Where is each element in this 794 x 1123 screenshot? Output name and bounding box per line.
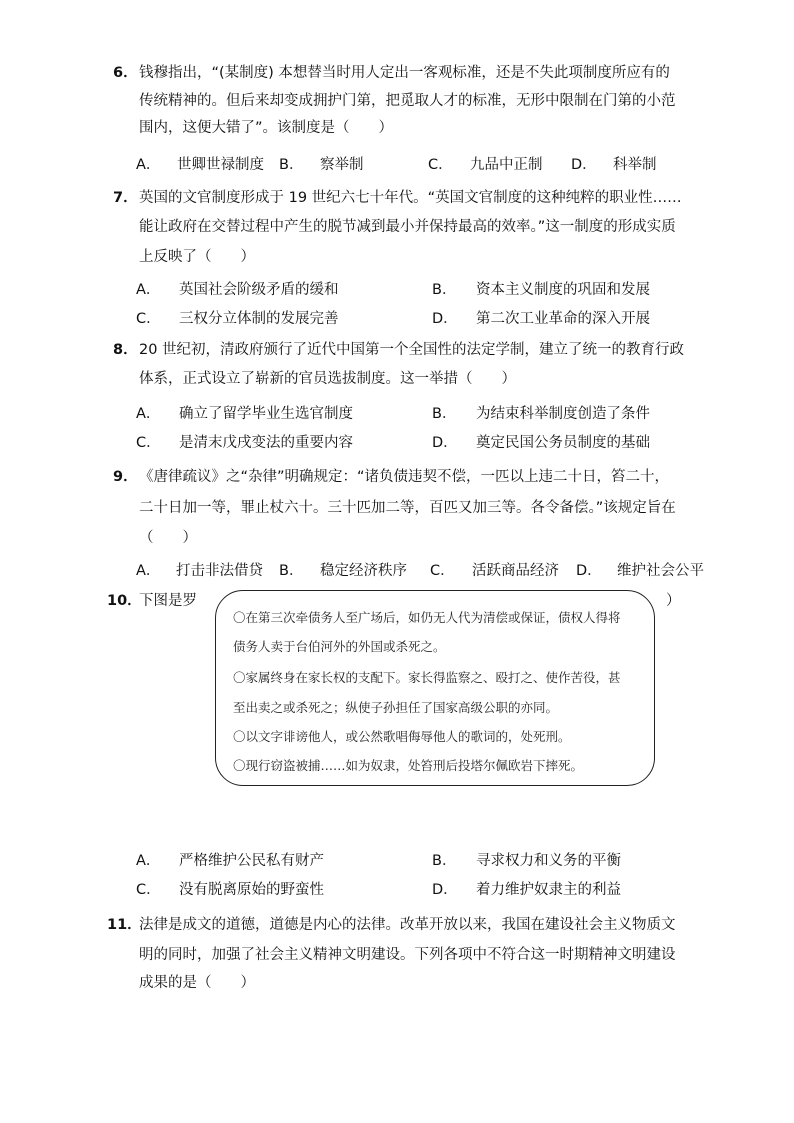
excerpt-line: 〇家属终身在家长权的支配下。家长得监察之、殴打之、使作苦役，甚 <box>233 670 621 685</box>
option-c-text: 没有脱离原始的野蛮性 <box>179 882 324 898</box>
option-c-text: 九品中正制 <box>470 157 543 173</box>
option-a-text: 英国社会阶级矛盾的缓和 <box>179 282 339 298</box>
question-stem-line: 英国的文官制度形成于 19 世纪六七十年代。“英国文官制度的这种纯粹的职业性…… <box>139 190 682 206</box>
question-stem-line: 能让政府在交替过程中产生的脱节减到最小并保持最高的效率。”这一制度的形成实质 <box>139 219 676 235</box>
question-stem-line: （ ） <box>139 530 197 546</box>
option-a-label: A． <box>136 853 161 869</box>
question-number: 10． <box>107 593 142 609</box>
excerpt-line: 至出卖之或杀死之；纵使子孙担任了国家高级公职的亦同。 <box>233 700 559 715</box>
option-d-label: D． <box>432 882 458 898</box>
option-d-label: D． <box>432 435 458 451</box>
question-number: 7． <box>113 190 138 206</box>
option-b-label: B． <box>432 406 457 422</box>
option-a-text: 严格维护公民私有财产 <box>179 853 324 869</box>
option-a-text: 世卿世禄制度 <box>177 157 264 173</box>
option-c-label: C． <box>430 563 455 579</box>
option-c-text: 是清末戊戌变法的重要内容 <box>179 435 353 451</box>
question-number: 11． <box>107 917 142 933</box>
question-number: 9． <box>113 469 138 485</box>
option-d-text: 维护社会公平 <box>617 563 704 579</box>
option-c-text: 活跃商品经济 <box>472 563 559 579</box>
option-a-label: A． <box>136 282 161 298</box>
option-b-text: 资本主义制度的巩固和发展 <box>476 282 650 298</box>
option-b-label: B． <box>432 282 457 298</box>
excerpt-line: 〇现行窃盗被捕……如为奴隶，处笞刑后投塔尔佩欧岩下摔死。 <box>233 758 584 773</box>
question-stem-line: 围内，这便大错了”。该制度是（ ） <box>139 120 394 136</box>
option-d-label: D． <box>576 563 602 579</box>
option-d-label: D． <box>432 311 458 327</box>
option-c-label: C． <box>136 882 161 898</box>
roman-law-excerpt-box <box>215 590 655 786</box>
question-number: 8． <box>113 342 138 358</box>
option-d-text: 第二次工业革命的深入开展 <box>476 311 650 327</box>
option-b-label: B． <box>279 157 304 173</box>
option-a-label: A． <box>136 406 161 422</box>
option-d-text: 奠定民国公务员制度的基础 <box>476 435 650 451</box>
excerpt-line: 〇在第三次牵债务人至广场后，如仍无人代为清偿或保证，债权人得将 <box>233 610 621 625</box>
excerpt-line: 债务人卖于台伯河外的外国或杀死之。 <box>233 639 446 654</box>
question-stem-line: 明的同时，加强了社会主义精神文明建设。下列各项中不符合这一时期精神文明建设 <box>139 947 676 963</box>
question-stem-line: 钱穆指出，“(某制度) 本想替当时用人定出一客观标准，还是不失此项制度所应有的 <box>139 65 670 81</box>
option-b-text: 寻求权力和义务的平衡 <box>476 853 621 869</box>
option-d-label: D． <box>571 157 597 173</box>
question-stem-line: 体系，正式设立了崭新的官员选拔制度。这一举措（ ） <box>139 371 516 387</box>
question-stem-line: 二十日加一等，罪止杖六十。三十匹加二等，百匹又加三等。各令备偿。”该规定旨在 <box>139 500 676 516</box>
question-stem-line: 传统精神的。但后来却变成拥护门第，把觅取人才的标准，无形中限制在门第的小范 <box>139 93 676 109</box>
option-b-text: 察举制 <box>320 157 364 173</box>
option-a-text: 打击非法借贷 <box>176 563 263 579</box>
option-a-label: A． <box>136 563 161 579</box>
option-d-text: 科举制 <box>613 157 657 173</box>
option-b-text: 为结束科举制度创造了条件 <box>476 406 650 422</box>
option-a-text: 确立了留学毕业生选官制度 <box>179 406 353 422</box>
question-stem-start: 下图是罗 <box>139 593 197 609</box>
question-number: 6． <box>113 65 138 81</box>
option-c-text: 三权分立体制的发展完善 <box>179 311 339 327</box>
option-c-label: C． <box>428 157 453 173</box>
option-c-label: C． <box>136 311 161 327</box>
question-stem-line: 上反映了（ ） <box>139 249 255 265</box>
question-stem-line: 《唐律疏议》之“杂律”明确规定：“诸负债违契不偿，一匹以上违二十日，笞二十， <box>139 469 670 485</box>
option-b-label: B． <box>432 853 457 869</box>
question-stem-line: 成果的是（ ） <box>139 975 255 991</box>
option-b-label: B． <box>279 563 304 579</box>
excerpt-line: 〇以文字诽谤他人，或公然歌唱侮辱他人的歌词的，处死刑。 <box>233 729 571 744</box>
option-c-label: C． <box>136 435 161 451</box>
question-stem-line: 法律是成文的道德，道德是内心的法律。改革开放以来，我国在建设社会主义物质文 <box>139 917 676 933</box>
option-a-label: A． <box>136 157 161 173</box>
option-d-text: 着力维护奴隶主的利益 <box>476 882 621 898</box>
question-stem-end: ） <box>666 593 681 609</box>
question-stem-line: 20 世纪初，清政府颁行了近代中国第一个全国性的法定学制，建立了统一的教育行政 <box>139 342 685 358</box>
option-b-text: 稳定经济秩序 <box>320 563 407 579</box>
